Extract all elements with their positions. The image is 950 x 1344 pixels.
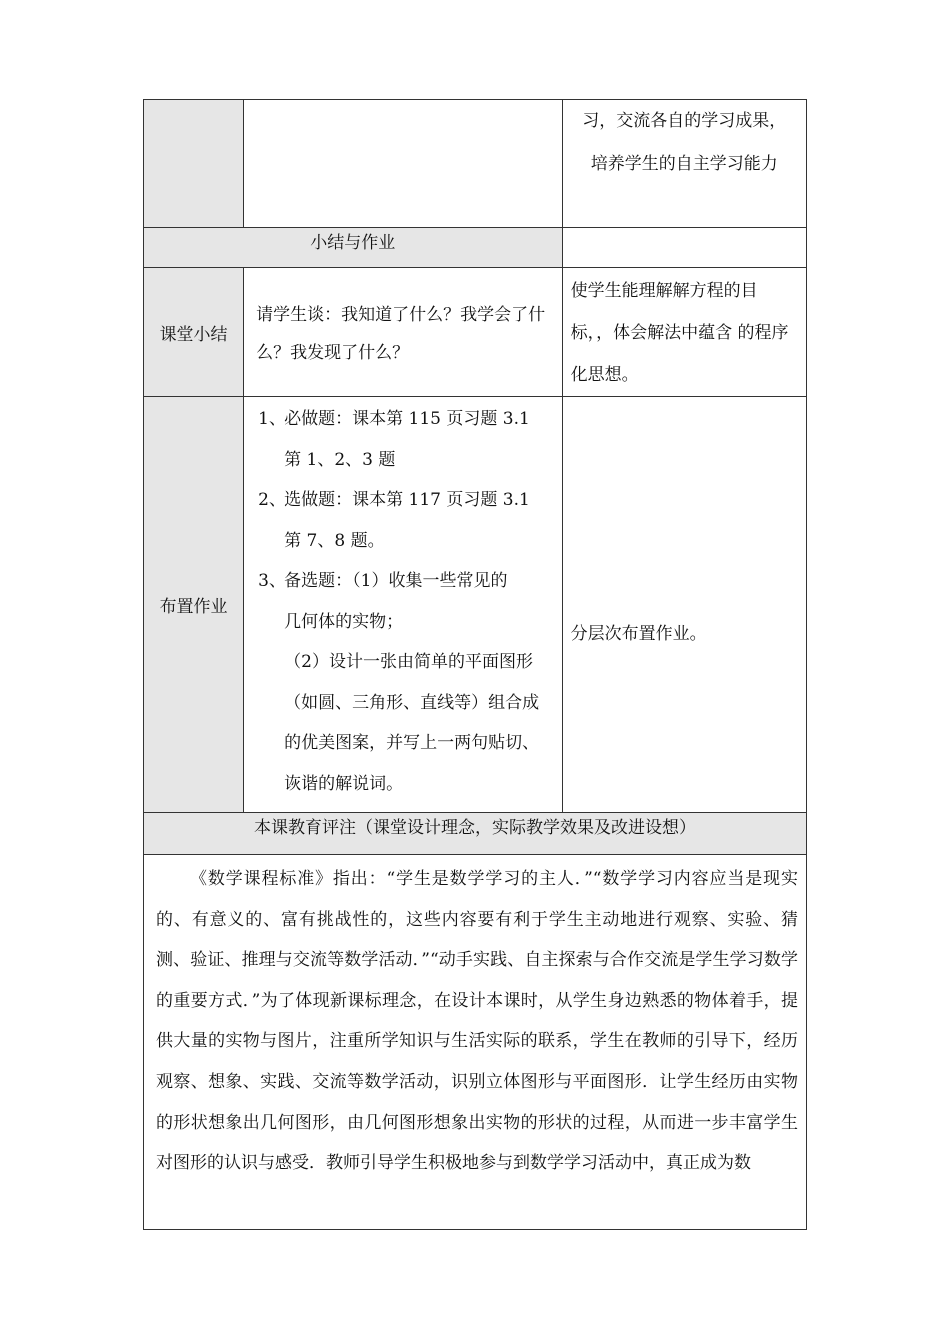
homework-item-continuation: 第 1、2、3 题 <box>284 449 396 470</box>
homework-item-continuation: 几何体的实物； <box>284 611 404 632</box>
homework-item <box>258 561 553 642</box>
homework-item-number: 1、 <box>258 409 286 429</box>
homework-item-text: 必做题：课本第 115 页习题 3.1 <box>284 409 530 429</box>
continued-objective-text: 习，交流各自的学习成果，培养学生的自主学习能力 <box>582 111 787 174</box>
homework-item-number: 2、 <box>258 490 286 510</box>
lesson-plan-table <box>143 99 807 1230</box>
class-summary-objective-cell <box>562 268 806 397</box>
review-body-row <box>144 855 807 1230</box>
continued-objective-cell <box>562 100 806 228</box>
review-body-cell <box>144 855 807 1230</box>
homework-label-cell <box>144 397 244 813</box>
homework-content-cell <box>244 397 562 813</box>
homework-label: 布置作业 <box>159 597 228 617</box>
homework-item-continuation: 第 7、8 题。 <box>284 530 385 551</box>
summary-homework-header-cell <box>144 228 563 268</box>
class-summary-row <box>144 268 807 397</box>
review-text: 《数学课程标准》指出：“学生是数学学习的主人．”“数学学习内容应当是现实的、有意义的、富有挑战性的，这些内容要有利于学生主动地进行观察、实验、猜测、验证、推理与交流等数学活动．”“动手实践、自主探索与合作交流是学生学习数学的重要方式．”为了体现新课标理念，在设计本课时，从学生身边熟悉的物体着手，提供大量的实物与图片，注重所学知识与生活实际的联系，学生在教师的引导下，经历观察、想象、实践、交流等数学活动，识别立体图形与平面图形．让学生经历由实物的形状想象出几何图形，由几何图形想象出实物的形状的过程，从而进一步丰富学生对图形的认识与感受．教师引导学生积极地参与到数学学习活动中，真正成为数 <box>156 869 798 1174</box>
class-summary-label: 课堂小结 <box>159 324 228 345</box>
homework-objective: 分层次布置作业。 <box>570 624 707 644</box>
homework-objective-cell <box>562 397 806 813</box>
homework-item-number: 3、 <box>258 571 286 591</box>
homework-item-text: 备选题：（1）收集一些常见的 <box>284 571 508 591</box>
homework-item-text: 选做题：课本第 117 页习题 3.1 <box>284 490 530 510</box>
homework-list <box>244 397 561 804</box>
class-summary-label-cell <box>144 268 244 397</box>
section-title: 小结与作业 <box>310 233 396 253</box>
class-summary-content: 请学生谈：我知道了什么？我学会了什么？我发现了什么？ <box>256 305 546 363</box>
continued-content-cell <box>244 100 562 228</box>
review-header-cell <box>144 813 807 855</box>
class-summary-objective: 使学生能理解解方程的目标，，体会解法中蕴含 的程序化思想。 <box>570 281 789 385</box>
homework-item <box>258 399 553 480</box>
class-summary-content-cell <box>244 268 562 397</box>
review-title: 本课教育评注（课堂设计理念，实际教学效果及改进设想） <box>254 818 696 838</box>
continued-activity-row <box>144 100 807 228</box>
homework-sub-item: （2）设计一张由简单的平面图形（如圆、三角形、直线等）组合成的优美图案，并写上一两句贴切、诙谐的解说词。 <box>284 652 540 794</box>
summary-homework-header-row <box>144 228 807 268</box>
lesson-plan-document <box>143 99 807 1230</box>
homework-row <box>144 397 807 813</box>
summary-homework-header-empty <box>562 228 806 268</box>
review-header-row <box>144 813 807 855</box>
continued-label-cell <box>144 100 244 228</box>
homework-item <box>258 480 553 561</box>
